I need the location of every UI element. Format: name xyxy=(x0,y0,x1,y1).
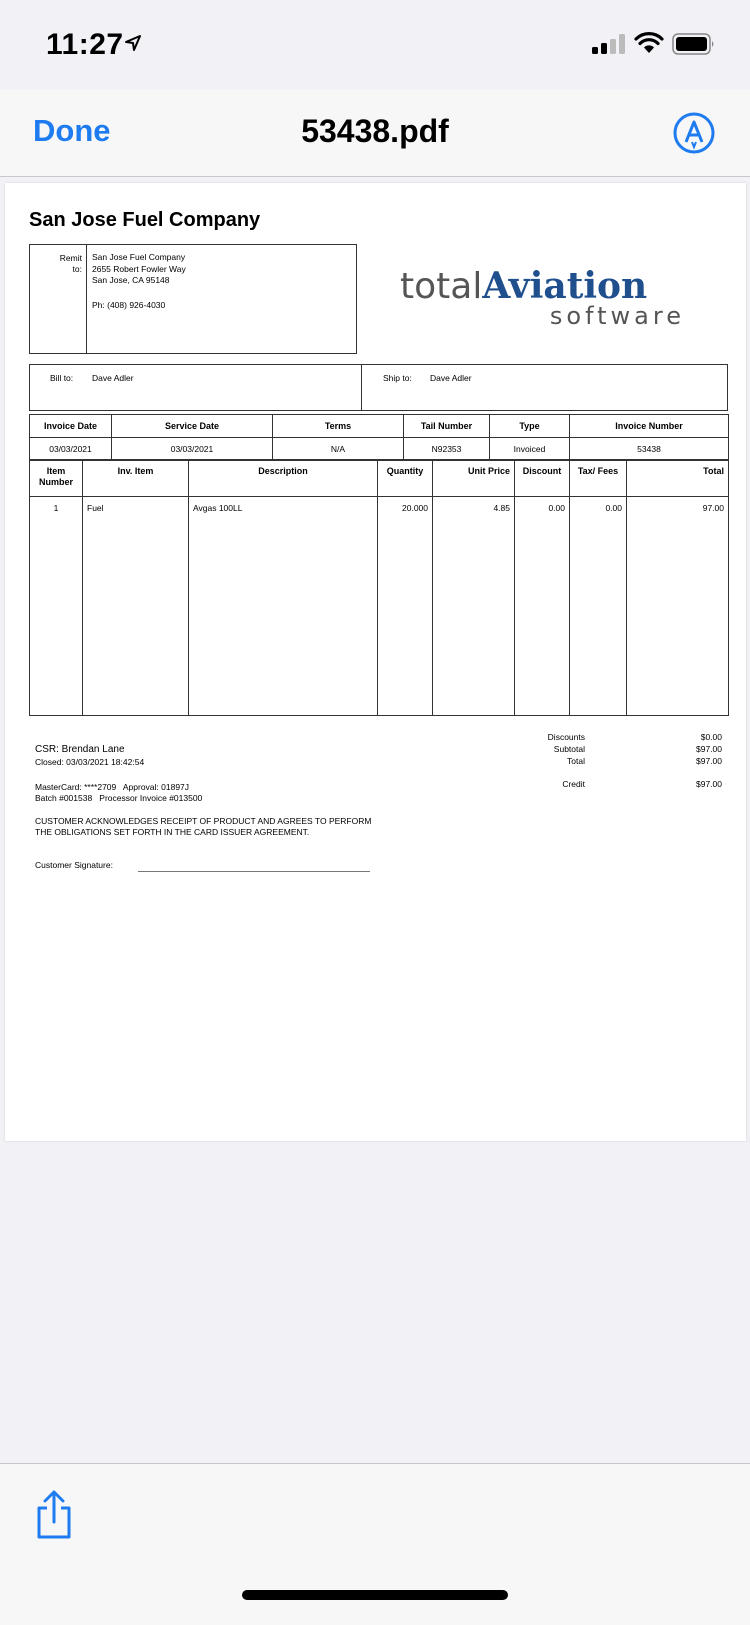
clock: 11:27 xyxy=(46,28,124,61)
csr-name: CSR: Brendan Lane xyxy=(35,744,125,755)
tail-number: N92353 xyxy=(404,438,490,461)
credit-value: $97.00 xyxy=(696,779,722,789)
summary-values xyxy=(635,731,722,767)
remit-divider xyxy=(86,245,87,353)
invoice-info-table xyxy=(29,414,729,461)
bill-to-name: Dave Adler xyxy=(92,373,134,383)
markup-pen-icon[interactable] xyxy=(672,111,716,155)
filler-cell xyxy=(515,521,570,716)
header-inv-item: Inv. Item xyxy=(83,460,189,497)
filler-cell xyxy=(30,521,83,716)
cell-unit-price: 4.85 xyxy=(433,497,515,522)
navigation-bar xyxy=(0,90,750,177)
legal-line-2: THE OBLIGATIONS SET FORTH IN THE CARD ISSUER AGREEMENT. xyxy=(35,827,310,837)
wifi-icon xyxy=(634,32,664,54)
header-description: Description xyxy=(189,460,378,497)
ship-to-label: Ship to: xyxy=(383,373,412,383)
remit-street: 2655 Robert Fowler Way xyxy=(92,263,186,274)
header-terms: Terms xyxy=(273,415,404,438)
header-tax-fees: Tax/ Fees xyxy=(570,460,627,497)
cell-discount: 0.00 xyxy=(515,497,570,522)
header-service-date: Service Date xyxy=(112,415,273,438)
header-unit-price: Unit Price xyxy=(433,460,515,497)
cell-inv-item: Fuel xyxy=(83,497,189,522)
invoice-type: Invoiced xyxy=(490,438,570,461)
line-items-header-row xyxy=(30,460,729,497)
filler-cell xyxy=(189,521,378,716)
table-filler-row xyxy=(30,521,729,716)
remit-address xyxy=(92,252,186,287)
home-indicator[interactable] xyxy=(242,1590,508,1600)
done-button[interactable]: Done xyxy=(33,113,111,148)
ship-to-name: Dave Adler xyxy=(430,373,472,383)
header-tail-number: Tail Number xyxy=(404,415,490,438)
cell-total: 97.00 xyxy=(627,497,729,522)
signature-line xyxy=(138,871,370,872)
header-item-number xyxy=(30,460,83,497)
subtotal-label: Subtotal xyxy=(553,744,585,754)
logo-word-aviation: Aviation xyxy=(482,265,648,307)
logo-word-software: software xyxy=(549,302,685,330)
document-title: 53438.pdf xyxy=(301,113,449,149)
batch-line: Batch #001538 Processor Invoice #013500 xyxy=(35,793,203,803)
invoice-info-value-row xyxy=(30,438,729,461)
filler-cell xyxy=(570,521,627,716)
company-name: San Jose Fuel Company xyxy=(29,209,261,231)
filler-cell xyxy=(378,521,433,716)
remit-name: San Jose Fuel Company xyxy=(92,252,186,262)
logo-word-total: total xyxy=(400,266,483,307)
battery-icon xyxy=(672,33,716,55)
remit-label xyxy=(30,253,82,275)
cell-tax-fees: 0.00 xyxy=(570,497,627,522)
header-item-number-line1: Item xyxy=(46,466,66,476)
cell-quantity: 20.000 xyxy=(378,497,433,522)
header-invoice-date: Invoice Date xyxy=(30,415,112,438)
header-quantity: Quantity xyxy=(378,460,433,497)
card-payment-block xyxy=(35,782,202,804)
remit-label-line1: Remit xyxy=(59,253,82,263)
line-items-table xyxy=(29,459,729,716)
ship-divider xyxy=(361,365,362,410)
total-label: Total xyxy=(567,756,585,766)
total-value: $97.00 xyxy=(696,756,722,766)
card-line: MasterCard: ****2709 Approval: 01897J xyxy=(35,782,190,792)
service-date: 03/03/2021 xyxy=(112,438,273,461)
header-item-number-line2: Number xyxy=(38,477,73,487)
terms: N/A xyxy=(273,438,404,461)
invoice-info-header-row xyxy=(30,415,729,438)
filler-cell xyxy=(433,521,515,716)
csr-block xyxy=(35,743,144,769)
table-row xyxy=(30,497,729,522)
closed-timestamp: Closed: 03/03/2021 18:42:54 xyxy=(35,757,145,767)
remit-box xyxy=(29,244,357,354)
cellular-signal-icon xyxy=(592,34,626,54)
header-discount: Discount xyxy=(515,460,570,497)
discounts-label: Discounts xyxy=(547,732,585,742)
invoice-date: 03/03/2021 xyxy=(30,438,112,461)
bill-ship-row xyxy=(29,364,728,411)
remit-city: San Jose, CA 95148 xyxy=(92,275,170,285)
remit-label-line2: to: xyxy=(72,264,82,274)
credit-label: Credit xyxy=(562,779,585,789)
total-aviation-logo xyxy=(400,267,685,330)
summary-labels xyxy=(505,731,585,767)
filler-cell xyxy=(627,521,729,716)
invoice-number: 53438 xyxy=(570,438,729,461)
legal-text xyxy=(35,816,371,838)
subtotal-value: $97.00 xyxy=(696,744,722,754)
status-bar xyxy=(0,0,750,90)
filler-cell xyxy=(83,521,189,716)
location-arrow-icon xyxy=(124,34,142,52)
cell-item-number: 1 xyxy=(30,497,83,522)
cell-description: Avgas 100LL xyxy=(189,497,378,522)
share-icon[interactable] xyxy=(34,1490,74,1540)
bottom-toolbar xyxy=(0,1463,750,1625)
header-type: Type xyxy=(490,415,570,438)
logo-top-line xyxy=(400,267,685,306)
remit-phone: Ph: (408) 926-4030 xyxy=(92,300,166,310)
legal-line-1: CUSTOMER ACKNOWLEDGES RECEIPT OF PRODUCT AND AGREES TO PERFORM xyxy=(35,816,372,826)
header-total: Total xyxy=(627,460,729,497)
pdf-page xyxy=(5,183,746,1141)
header-invoice-number: Invoice Number xyxy=(570,415,729,438)
bill-to-label: Bill to: xyxy=(50,373,74,383)
discounts-value: $0.00 xyxy=(700,732,722,742)
signature-label: Customer Signature: xyxy=(35,860,113,870)
